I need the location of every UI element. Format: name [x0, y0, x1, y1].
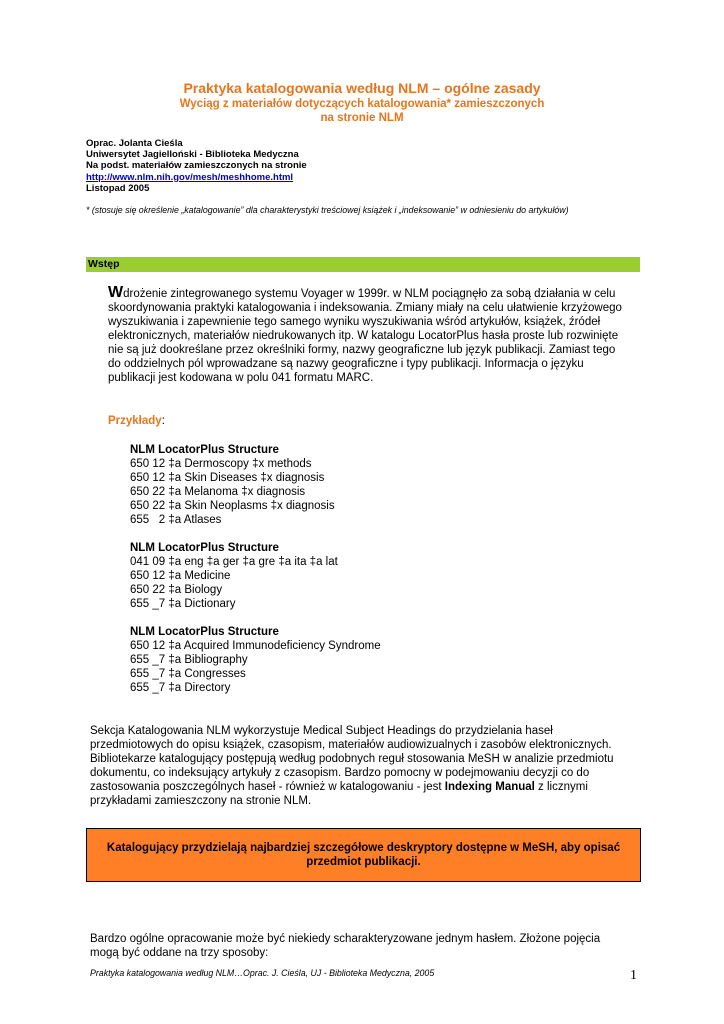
author-date: Listopad 2005: [86, 182, 150, 194]
example-block: [130, 541, 338, 611]
intro-text: drożenie zintegrowanego systemu Voyager w 1999r. w NLM pociągnęło za sobą działania w celu skoordynowania praktyki katalogowania i indeksowania. Zmiany miały na celu ułatwienie krzyżowego wyszukiwania i zapewnienie tego samego wyniku wyszukiwania wśród artykułów, książek, źródeł elektronicznych, materiałów niedrukowanych itp. W katalogu LocatorPlus hasła proste lub rozwinięte nie są już dookreślane przez określniki formy, nazwy geograficzne lub język publikacji. Zamiast tego do oddzielnych pól wprowadzane są nazwy geograficzne i typy publikacji. Informacja o języku publikacji jest kodowana w polu 041 formatu MARC.: [108, 288, 622, 384]
marc-line: 650 12 ‡a Medicine: [130, 570, 231, 582]
marc-line: 650 12 ‡a Dermoscopy ‡x methods: [130, 458, 312, 470]
author-name: Oprac. Jolanta Cieśla: [86, 138, 183, 149]
author-institution: Uniwersytet Jagielloński - Biblioteka Medyczna: [86, 149, 299, 161]
marc-line: 650 12 ‡a Acquired Immunodeficiency Syndrome: [130, 640, 381, 652]
marc-line: 655 _7 ‡a Congresses: [130, 668, 246, 680]
example-header: NLM LocatorPlus Structure: [130, 626, 279, 638]
section-heading-bar: [86, 257, 640, 272]
marc-line: 650 12 ‡a Skin Diseases ‡x diagnosis: [130, 472, 325, 484]
terminology-note: * (stosuje się określenie „katalogowanie” dla charakterystyki treściowej książek i „indeksowanie” w odniesieniu do artykułów): [86, 205, 569, 215]
section-heading: Wstęp: [88, 258, 120, 270]
source-link[interactable]: http://www.nlm.nih.gov/mesh/meshhome.html: [86, 171, 294, 183]
drop-cap: W: [108, 284, 124, 301]
marc-line: 650 22 ‡a Skin Neoplasms ‡x diagnosis: [130, 500, 335, 512]
closing-paragraph: Bardzo ogólne opracowanie może być niekiedy scharakteryzowane jednym hasłem. Złożone pojęcia mogą być oddane na trzy sposoby:: [90, 933, 601, 959]
marc-line: 655 _7 ‡a Dictionary: [130, 598, 236, 610]
document-header: [0, 80, 724, 125]
highlight-callout: [86, 828, 641, 882]
example-header: NLM LocatorPlus Structure: [130, 444, 279, 456]
marc-line: 655 _7 ‡a Bibliography: [130, 654, 248, 666]
example-block: [130, 625, 381, 695]
marc-line: 655 _7 ‡a Directory: [130, 682, 231, 694]
marc-line: 655 2 ‡a Atlases: [130, 514, 222, 526]
page-footer: Praktyka katalogowania według NLM…Oprac. J. Cieśla, UJ - Biblioteka Medyczna, 2005: [90, 968, 435, 978]
example-header: NLM LocatorPlus Structure: [130, 542, 279, 554]
marc-line: 041 09 ‡a eng ‡a ger ‡a gre ‡a ita ‡a lat: [130, 556, 338, 568]
examples-label: Przykłady:: [108, 415, 165, 427]
marc-line: 650 22 ‡a Biology: [130, 584, 223, 596]
document-title: Praktyka katalogowania według NLM – ogólne zasady: [183, 80, 541, 96]
highlight-text: Katalogujący przydzielają najbardziej szczegółowe deskryptory dostępne w MeSH, aby opisać przedmiot publikacji.: [106, 842, 621, 868]
document-subtitle-line2: na stronie NLM: [320, 112, 404, 124]
example-block: [130, 443, 335, 527]
author-source-note: Na podst. materiałów zamieszczonych na stronie: [86, 160, 307, 172]
document-subtitle-line1: Wyciąg z materiałów dotyczących katalogowania* zamieszczonych: [179, 98, 545, 110]
author-block: [86, 138, 307, 194]
intro-paragraph: [108, 286, 628, 385]
mesh-paragraph: Sekcja Katalogowania NLM wykorzystuje Medical Subject Headings do przydzielania haseł przedmiotowych do opisu książek, czasopism, materiałów audiowizualnych i zasobów elektronicznych. Bibliotekarze katalogujący postępują według podobnych reguł stosowania MeSH w analizie przedmiotu dokumentu, co indeksujący artykuły z czasopism. Bardzo pomocny w podejmowaniu decyzji co do zastosowania poszczególnych haseł - również w katalogowaniu - jest Indexing Manual z licznymi przykładami zamieszczony na stronie NLM.: [90, 725, 614, 807]
page-number: 1: [630, 968, 637, 983]
indexing-manual-term: Indexing Manual: [444, 781, 535, 793]
marc-line: 650 22 ‡a Melanoma ‡x diagnosis: [130, 486, 306, 498]
